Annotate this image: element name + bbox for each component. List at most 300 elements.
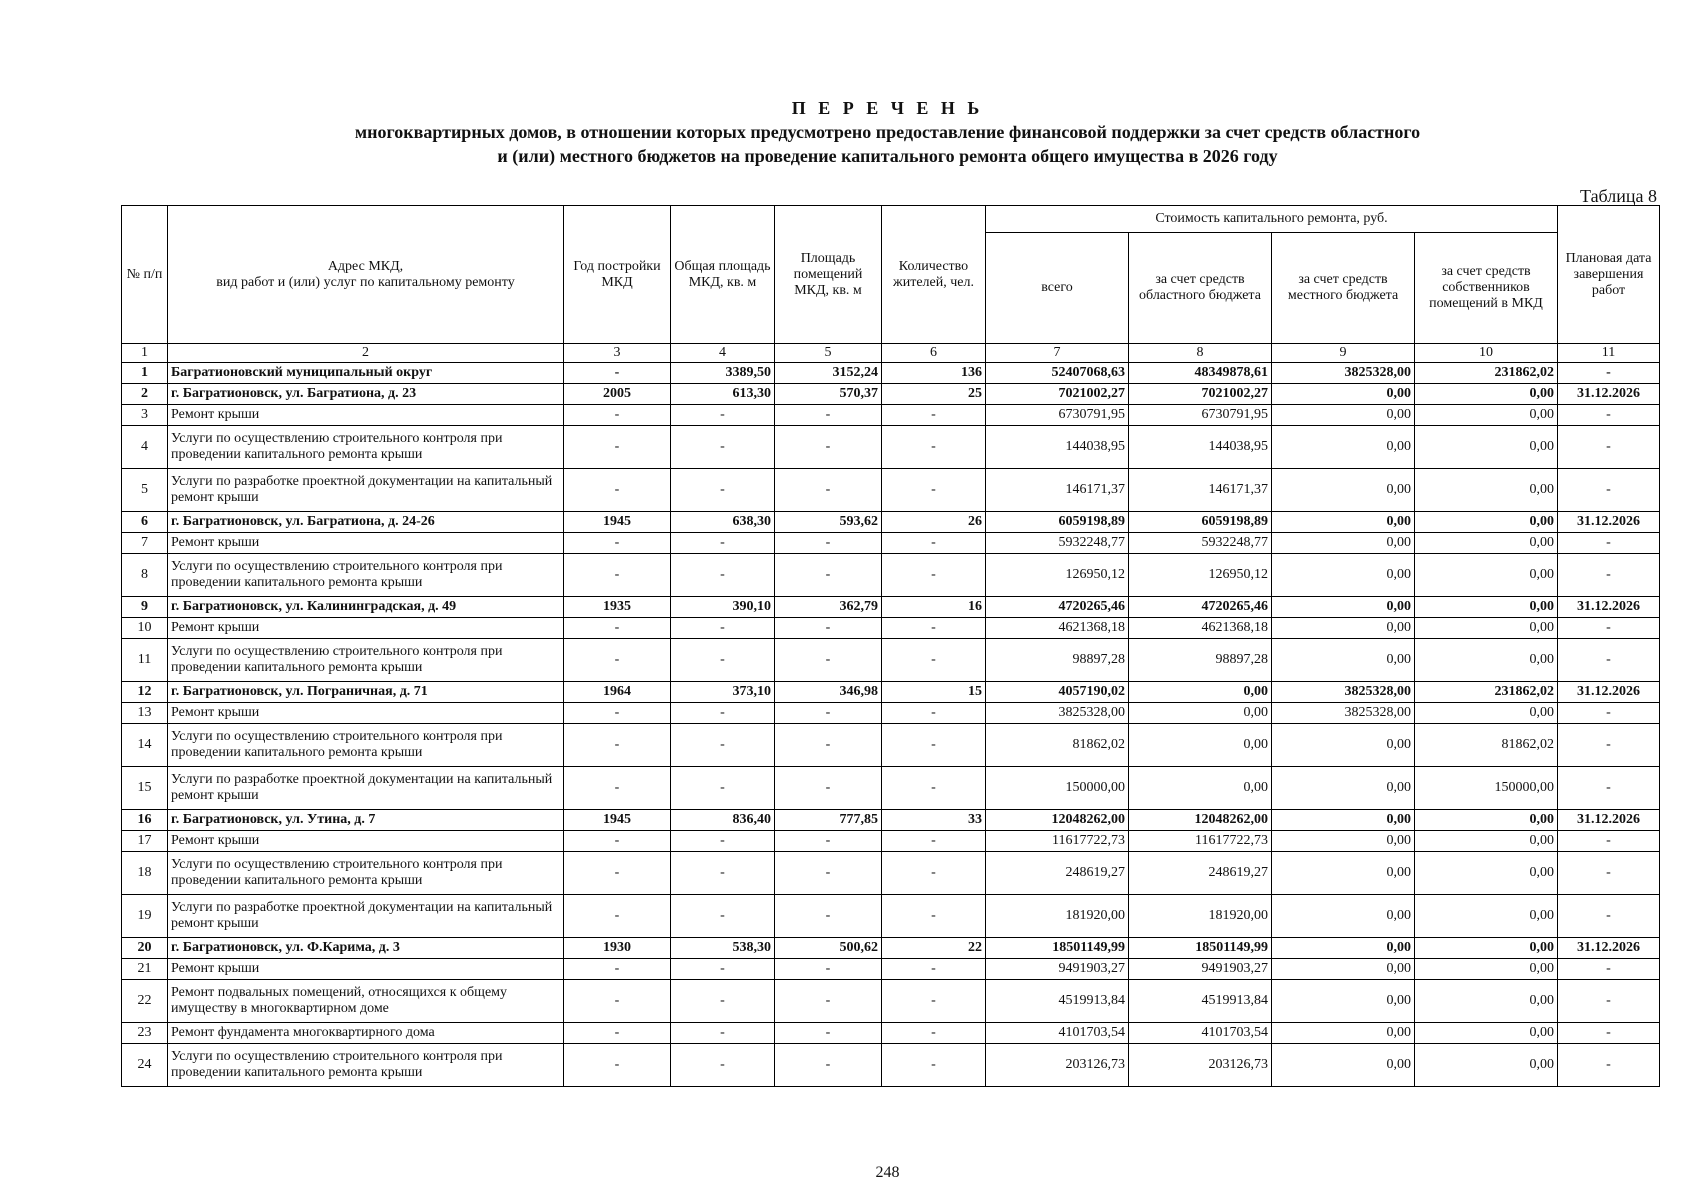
row-planned-date: 31.12.2026	[1558, 682, 1660, 703]
row-planned-date: -	[1558, 405, 1660, 426]
row-planned-date: -	[1558, 363, 1660, 384]
row-cost-local: 0,00	[1272, 554, 1415, 597]
row-residents: -	[882, 895, 986, 938]
row-name: Услуги по разработке проектной документации на капитальный ремонт крыши	[168, 895, 564, 938]
row-cost-owners: 0,00	[1415, 426, 1558, 469]
row-cost-owners: 0,00	[1415, 895, 1558, 938]
row-year: -	[564, 959, 671, 980]
row-planned-date: -	[1558, 852, 1660, 895]
row-cost-regional: 248619,27	[1129, 852, 1272, 895]
row-total-area: -	[671, 852, 775, 895]
row-number: 7	[122, 533, 168, 554]
row-cost-total: 4519913,84	[986, 980, 1129, 1023]
row-cost-local: 0,00	[1272, 895, 1415, 938]
row-name: г. Багратионовск, ул. Багратиона, д. 23	[168, 384, 564, 405]
row-planned-date: 31.12.2026	[1558, 810, 1660, 831]
row-planned-date: -	[1558, 639, 1660, 682]
row-total-area: -	[671, 639, 775, 682]
row-cost-regional: 0,00	[1129, 724, 1272, 767]
row-residents: -	[882, 469, 986, 512]
row-premises-area: 570,37	[775, 384, 882, 405]
col-num-cell: 7	[986, 344, 1129, 363]
page-number: 248	[875, 1164, 900, 1181]
row-residents: -	[882, 767, 986, 810]
row-number: 11	[122, 639, 168, 682]
row-cost-local: 0,00	[1272, 1044, 1415, 1087]
table-row	[122, 980, 1660, 1023]
row-year: -	[564, 895, 671, 938]
row-premises-area: -	[775, 469, 882, 512]
row-planned-date: -	[1558, 1044, 1660, 1087]
row-year: 1964	[564, 682, 671, 703]
row-premises-area: -	[775, 554, 882, 597]
row-number: 21	[122, 959, 168, 980]
row-number: 20	[122, 938, 168, 959]
row-planned-date: -	[1558, 767, 1660, 810]
table-row	[122, 959, 1660, 980]
row-year: -	[564, 831, 671, 852]
row-number: 13	[122, 703, 168, 724]
row-cost-regional: 144038,95	[1129, 426, 1272, 469]
table-row	[122, 533, 1660, 554]
row-name: Ремонт крыши	[168, 959, 564, 980]
row-premises-area: 777,85	[775, 810, 882, 831]
row-cost-total: 144038,95	[986, 426, 1129, 469]
row-number: 6	[122, 512, 168, 533]
row-premises-area: -	[775, 980, 882, 1023]
row-cost-local: 0,00	[1272, 469, 1415, 512]
row-number: 5	[122, 469, 168, 512]
row-residents: -	[882, 639, 986, 682]
row-planned-date: 31.12.2026	[1558, 384, 1660, 405]
row-cost-regional: 0,00	[1129, 767, 1272, 810]
row-cost-total: 150000,00	[986, 767, 1129, 810]
row-premises-area: -	[775, 533, 882, 554]
row-name: Ремонт крыши	[168, 533, 564, 554]
row-cost-total: 248619,27	[986, 852, 1129, 895]
houses-table	[121, 205, 1660, 1087]
header-address: Адрес МКД, вид работ и (или) услуг по капитальному ремонту	[168, 206, 564, 344]
row-total-area: -	[671, 1044, 775, 1087]
row-residents: -	[882, 831, 986, 852]
row-year: -	[564, 363, 671, 384]
row-planned-date: -	[1558, 554, 1660, 597]
table-row	[122, 852, 1660, 895]
row-cost-local: 0,00	[1272, 724, 1415, 767]
row-total-area: -	[671, 533, 775, 554]
row-residents: -	[882, 618, 986, 639]
table-row	[122, 512, 1660, 533]
row-planned-date: -	[1558, 724, 1660, 767]
row-premises-area: -	[775, 639, 882, 682]
header-cost-total: всего	[986, 233, 1129, 344]
table-body	[122, 363, 1660, 1087]
row-year: -	[564, 1044, 671, 1087]
row-cost-regional: 126950,12	[1129, 554, 1272, 597]
row-cost-total: 6059198,89	[986, 512, 1129, 533]
row-cost-owners: 0,00	[1415, 405, 1558, 426]
row-number: 24	[122, 1044, 168, 1087]
row-residents: 22	[882, 938, 986, 959]
header-cost-regional: за счет средств областного бюджета	[1129, 233, 1272, 344]
row-cost-local: 0,00	[1272, 938, 1415, 959]
row-number: 18	[122, 852, 168, 895]
row-cost-total: 18501149,99	[986, 938, 1129, 959]
row-planned-date: -	[1558, 426, 1660, 469]
row-total-area: -	[671, 831, 775, 852]
row-name: Услуги по разработке проектной документации на капитальный ремонт крыши	[168, 469, 564, 512]
row-name: Услуги по осуществлению строительного контроля при проведении капитального ремонта крыши	[168, 554, 564, 597]
row-cost-regional: 98897,28	[1129, 639, 1272, 682]
col-num-cell: 6	[882, 344, 986, 363]
row-cost-total: 52407068,63	[986, 363, 1129, 384]
row-cost-total: 126950,12	[986, 554, 1129, 597]
col-num-cell: 9	[1272, 344, 1415, 363]
row-residents: -	[882, 405, 986, 426]
row-year: -	[564, 767, 671, 810]
row-cost-owners: 0,00	[1415, 938, 1558, 959]
row-total-area: -	[671, 554, 775, 597]
row-planned-date: -	[1558, 831, 1660, 852]
col-num-cell: 8	[1129, 344, 1272, 363]
title-subtitle-line2: и (или) местного бюджетов на проведение капитального ремонта общего имущества в 2026 году	[497, 146, 1278, 166]
row-cost-owners: 231862,02	[1415, 682, 1558, 703]
row-premises-area: -	[775, 767, 882, 810]
col-num-cell: 4	[671, 344, 775, 363]
row-cost-total: 6730791,95	[986, 405, 1129, 426]
table-row	[122, 938, 1660, 959]
row-name: г. Багратионовск, ул. Калининградская, д. 49	[168, 597, 564, 618]
row-cost-total: 4720265,46	[986, 597, 1129, 618]
row-cost-local: 0,00	[1272, 618, 1415, 639]
row-number: 15	[122, 767, 168, 810]
row-total-area: -	[671, 469, 775, 512]
row-cost-local: 0,00	[1272, 426, 1415, 469]
table-row	[122, 597, 1660, 618]
row-cost-regional: 12048262,00	[1129, 810, 1272, 831]
row-total-area: 390,10	[671, 597, 775, 618]
row-cost-local: 0,00	[1272, 512, 1415, 533]
row-cost-regional: 203126,73	[1129, 1044, 1272, 1087]
row-cost-total: 9491903,27	[986, 959, 1129, 980]
title-heading: П Е Р Е Ч Е Н Ь	[791, 98, 984, 118]
col-num-cell: 2	[168, 344, 564, 363]
row-total-area: 836,40	[671, 810, 775, 831]
row-residents: 33	[882, 810, 986, 831]
row-number: 4	[122, 426, 168, 469]
row-cost-owners: 0,00	[1415, 554, 1558, 597]
row-planned-date: 31.12.2026	[1558, 512, 1660, 533]
table-row	[122, 810, 1660, 831]
row-name: Ремонт крыши	[168, 618, 564, 639]
row-number: 3	[122, 405, 168, 426]
row-name: Ремонт фундамента многоквартирного дома	[168, 1023, 564, 1044]
row-total-area: -	[671, 426, 775, 469]
row-year: -	[564, 533, 671, 554]
row-residents: -	[882, 724, 986, 767]
row-total-area: -	[671, 1023, 775, 1044]
row-name: г. Багратионовск, ул. Пограничная, д. 71	[168, 682, 564, 703]
row-cost-total: 5932248,77	[986, 533, 1129, 554]
row-residents: -	[882, 1044, 986, 1087]
row-year: 1945	[564, 512, 671, 533]
row-number: 12	[122, 682, 168, 703]
row-residents: 26	[882, 512, 986, 533]
row-planned-date: -	[1558, 618, 1660, 639]
row-cost-owners: 150000,00	[1415, 767, 1558, 810]
row-cost-regional: 11617722,73	[1129, 831, 1272, 852]
table-row	[122, 831, 1660, 852]
column-number-row	[122, 344, 1660, 363]
header-num: № п/п	[122, 206, 168, 344]
row-year: -	[564, 703, 671, 724]
row-cost-total: 181920,00	[986, 895, 1129, 938]
row-cost-owners: 0,00	[1415, 639, 1558, 682]
row-cost-local: 0,00	[1272, 767, 1415, 810]
row-residents: 25	[882, 384, 986, 405]
table-row	[122, 703, 1660, 724]
table-row	[122, 469, 1660, 512]
table-row	[122, 1023, 1660, 1044]
header-row-top	[122, 206, 1660, 233]
row-cost-owners: 0,00	[1415, 384, 1558, 405]
row-residents: -	[882, 852, 986, 895]
row-cost-owners: 0,00	[1415, 533, 1558, 554]
row-year: -	[564, 554, 671, 597]
row-residents: -	[882, 959, 986, 980]
row-planned-date: -	[1558, 959, 1660, 980]
row-year: -	[564, 1023, 671, 1044]
row-cost-regional: 7021002,27	[1129, 384, 1272, 405]
row-cost-local: 3825328,00	[1272, 703, 1415, 724]
row-year: -	[564, 980, 671, 1023]
row-name: Услуги по осуществлению строительного контроля при проведении капитального ремонта крыши	[168, 426, 564, 469]
row-number: 8	[122, 554, 168, 597]
row-cost-local: 0,00	[1272, 831, 1415, 852]
row-cost-regional: 18501149,99	[1129, 938, 1272, 959]
row-cost-regional: 6730791,95	[1129, 405, 1272, 426]
header-planned-date: Плановая дата завершения работ	[1558, 206, 1660, 344]
row-number: 22	[122, 980, 168, 1023]
col-num-cell: 10	[1415, 344, 1558, 363]
row-residents: 16	[882, 597, 986, 618]
row-year: 2005	[564, 384, 671, 405]
row-premises-area: -	[775, 405, 882, 426]
row-year: 1930	[564, 938, 671, 959]
row-total-area: -	[671, 895, 775, 938]
row-cost-local: 0,00	[1272, 1023, 1415, 1044]
col-num-cell: 3	[564, 344, 671, 363]
row-cost-regional: 4101703,54	[1129, 1023, 1272, 1044]
row-premises-area: -	[775, 895, 882, 938]
row-cost-owners: 0,00	[1415, 1044, 1558, 1087]
row-cost-total: 4621368,18	[986, 618, 1129, 639]
header-residents: Количество жителей, чел.	[882, 206, 986, 344]
row-cost-owners: 0,00	[1415, 831, 1558, 852]
row-premises-area: 500,62	[775, 938, 882, 959]
row-name: Услуги по осуществлению строительного контроля при проведении капитального ремонта крыши	[168, 852, 564, 895]
row-premises-area: -	[775, 618, 882, 639]
row-cost-regional: 0,00	[1129, 682, 1272, 703]
row-year: -	[564, 426, 671, 469]
row-planned-date: -	[1558, 533, 1660, 554]
row-residents: 136	[882, 363, 986, 384]
row-year: -	[564, 639, 671, 682]
header-year: Год постройки МКД	[564, 206, 671, 344]
row-name: Услуги по осуществлению строительного контроля при проведении капитального ремонта крыши	[168, 1044, 564, 1087]
row-planned-date: -	[1558, 1023, 1660, 1044]
row-cost-local: 0,00	[1272, 533, 1415, 554]
row-name: г. Багратионовск, ул. Утина, д. 7	[168, 810, 564, 831]
row-cost-owners: 231862,02	[1415, 363, 1558, 384]
row-cost-total: 11617722,73	[986, 831, 1129, 852]
row-number: 1	[122, 363, 168, 384]
row-residents: -	[882, 533, 986, 554]
header-cost-local: за счет средств местного бюджета	[1272, 233, 1415, 344]
table-row	[122, 363, 1660, 384]
title-subtitle-line1: многоквартирных домов, в отношении которых предусмотрено предоставление финансовой поддержки за счет средств областного	[354, 122, 1421, 142]
header-cost-owners: за счет средств собственников помещений в МКД	[1415, 233, 1558, 344]
row-total-area: -	[671, 405, 775, 426]
row-total-area: 3389,50	[671, 363, 775, 384]
row-planned-date: -	[1558, 703, 1660, 724]
row-cost-local: 3825328,00	[1272, 363, 1415, 384]
row-planned-date: 31.12.2026	[1558, 597, 1660, 618]
row-cost-owners: 0,00	[1415, 469, 1558, 512]
row-year: -	[564, 405, 671, 426]
row-premises-area: -	[775, 1023, 882, 1044]
table-row	[122, 1044, 1660, 1087]
row-total-area: 373,10	[671, 682, 775, 703]
header-premises-area: Площадь помещений МКД, кв. м	[775, 206, 882, 344]
row-name: г. Багратионовск, ул. Ф.Карима, д. 3	[168, 938, 564, 959]
row-cost-total: 7021002,27	[986, 384, 1129, 405]
row-cost-regional: 181920,00	[1129, 895, 1272, 938]
row-cost-total: 203126,73	[986, 1044, 1129, 1087]
row-premises-area: 593,62	[775, 512, 882, 533]
row-cost-owners: 0,00	[1415, 959, 1558, 980]
row-cost-owners: 0,00	[1415, 703, 1558, 724]
row-residents: 15	[882, 682, 986, 703]
row-year: -	[564, 724, 671, 767]
row-cost-local: 0,00	[1272, 980, 1415, 1023]
row-planned-date: -	[1558, 980, 1660, 1023]
row-cost-owners: 0,00	[1415, 597, 1558, 618]
row-planned-date: -	[1558, 469, 1660, 512]
row-planned-date: 31.12.2026	[1558, 938, 1660, 959]
table-row	[122, 639, 1660, 682]
row-total-area: -	[671, 767, 775, 810]
row-cost-regional: 4519913,84	[1129, 980, 1272, 1023]
row-cost-total: 4057190,02	[986, 682, 1129, 703]
row-cost-owners: 0,00	[1415, 980, 1558, 1023]
row-number: 2	[122, 384, 168, 405]
row-year: -	[564, 618, 671, 639]
row-total-area: -	[671, 959, 775, 980]
row-planned-date: -	[1558, 895, 1660, 938]
row-year: -	[564, 852, 671, 895]
header-cost-group: Стоимость капитального ремонта, руб.	[986, 206, 1558, 233]
row-residents: -	[882, 426, 986, 469]
row-year: 1935	[564, 597, 671, 618]
row-premises-area: 346,98	[775, 682, 882, 703]
row-total-area: 538,30	[671, 938, 775, 959]
row-name: Багратионовский муниципальный округ	[168, 363, 564, 384]
row-premises-area: -	[775, 724, 882, 767]
row-residents: -	[882, 554, 986, 597]
table-row	[122, 767, 1660, 810]
row-name: г. Багратионовск, ул. Багратиона, д. 24-26	[168, 512, 564, 533]
row-name: Услуги по осуществлению строительного контроля при проведении капитального ремонта крыши	[168, 724, 564, 767]
row-cost-regional: 6059198,89	[1129, 512, 1272, 533]
row-cost-total: 98897,28	[986, 639, 1129, 682]
row-premises-area: -	[775, 959, 882, 980]
row-number: 9	[122, 597, 168, 618]
row-name: Услуги по разработке проектной документации на капитальный ремонт крыши	[168, 767, 564, 810]
row-total-area: -	[671, 703, 775, 724]
row-premises-area: -	[775, 1044, 882, 1087]
row-year: -	[564, 469, 671, 512]
row-name: Ремонт крыши	[168, 831, 564, 852]
row-residents: -	[882, 1023, 986, 1044]
row-cost-total: 3825328,00	[986, 703, 1129, 724]
row-total-area: 638,30	[671, 512, 775, 533]
row-cost-regional: 0,00	[1129, 703, 1272, 724]
row-cost-total: 81862,02	[986, 724, 1129, 767]
row-total-area: -	[671, 618, 775, 639]
table-label: Таблица 8	[1580, 186, 1657, 206]
row-name: Ремонт подвальных помещений, относящихся к общему имуществу в многоквартирном доме	[168, 980, 564, 1023]
row-cost-owners: 81862,02	[1415, 724, 1558, 767]
row-name: Ремонт крыши	[168, 405, 564, 426]
row-premises-area: 362,79	[775, 597, 882, 618]
table-row	[122, 384, 1660, 405]
row-number: 14	[122, 724, 168, 767]
col-num-cell: 5	[775, 344, 882, 363]
table-row	[122, 724, 1660, 767]
row-cost-local: 0,00	[1272, 959, 1415, 980]
row-cost-owners: 0,00	[1415, 512, 1558, 533]
row-premises-area: -	[775, 703, 882, 724]
row-residents: -	[882, 703, 986, 724]
row-number: 17	[122, 831, 168, 852]
row-residents: -	[882, 980, 986, 1023]
row-number: 16	[122, 810, 168, 831]
row-cost-local: 0,00	[1272, 852, 1415, 895]
row-cost-regional: 9491903,27	[1129, 959, 1272, 980]
row-cost-owners: 0,00	[1415, 1023, 1558, 1044]
document-title	[0, 96, 1697, 168]
table-row	[122, 618, 1660, 639]
row-cost-local: 0,00	[1272, 405, 1415, 426]
row-year: 1945	[564, 810, 671, 831]
row-premises-area: -	[775, 852, 882, 895]
col-num-cell: 11	[1558, 344, 1660, 363]
row-cost-local: 0,00	[1272, 639, 1415, 682]
row-cost-regional: 4621368,18	[1129, 618, 1272, 639]
row-number: 23	[122, 1023, 168, 1044]
row-cost-regional: 4720265,46	[1129, 597, 1272, 618]
row-cost-total: 12048262,00	[986, 810, 1129, 831]
row-cost-regional: 5932248,77	[1129, 533, 1272, 554]
col-num-cell: 1	[122, 344, 168, 363]
table-row	[122, 895, 1660, 938]
row-cost-local: 3825328,00	[1272, 682, 1415, 703]
row-cost-local: 0,00	[1272, 810, 1415, 831]
row-cost-owners: 0,00	[1415, 852, 1558, 895]
row-cost-regional: 146171,37	[1129, 469, 1272, 512]
row-cost-owners: 0,00	[1415, 810, 1558, 831]
